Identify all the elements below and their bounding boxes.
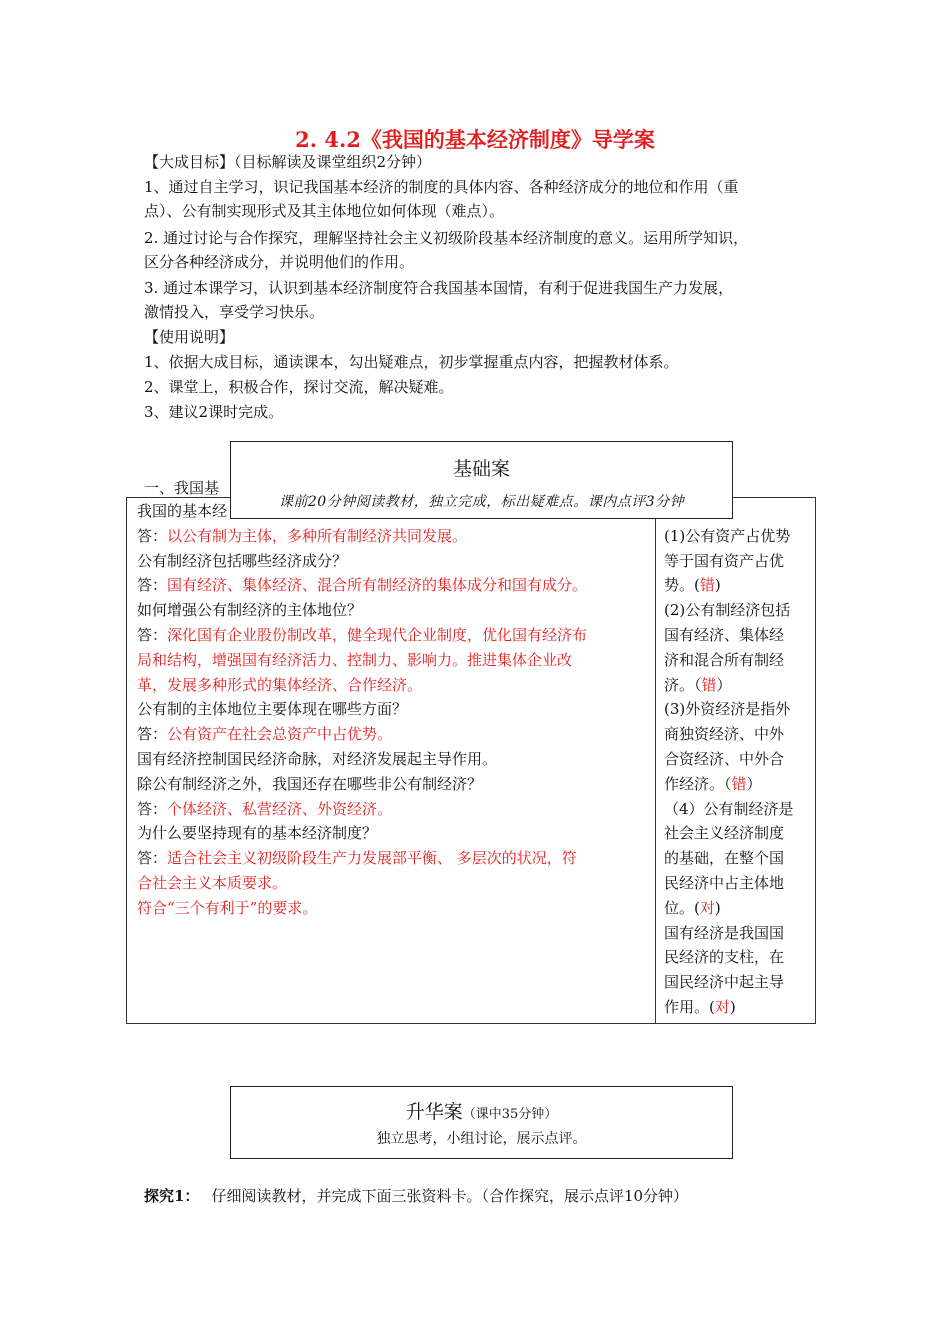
judgement-mark: 对 [699,898,715,917]
goal-line: 1、通过自主学习，识记我国基本经济的制度的具体内容、各种经济成分的地位和作用（重 [144,178,739,196]
goal-line: 3. 通过本课学习，认识到基本经济制度符合我国基本国情，有利于促进我国生产力发展， [144,279,734,297]
judgement-line: (3)外资经济是指外 [664,700,791,719]
table-divider [655,497,656,1023]
base-case-subtitle: 课前20分钟阅读教材，独立完成，标出疑难点。课内点评3分钟 [278,494,685,510]
goals-header: 【大成目标】（目标解读及课堂组织2分钟） [144,153,432,171]
judgement-line: 的基础，在整个国 [664,849,785,868]
qa-line: 局和结构，增强国有经济活力、控制力、影响力。推进集体企业改 [137,650,573,669]
qa-line: 我国的基本经 [137,502,228,520]
qa-line: 答：公有资产在社会总资产中占优势。 [137,725,393,744]
judgement-line: 位。(对) [664,898,721,917]
goal-line: 激情投入，享受学习快乐。 [144,303,325,321]
qa-line: 答：个体经济、私营经济、外资经济。 [137,799,393,818]
goal-line: 2. 通过讨论与合作探究，理解坚持社会主义初级阶段基本经济制度的意义。运用所学知识， [144,229,749,247]
judgement-line: 国有经济、集体经 [664,625,785,644]
upgrade-case-heading [231,1097,732,1124]
qa-line: 答：深化国有企业股份制改革，健全现代企业制度，优化国有经济布 [137,625,588,644]
section-heading: 一、我国基 [144,479,220,497]
judgement-line: 等于国有资产占优 [664,551,785,570]
judgement-line: 商独资经济、中外 [664,725,785,744]
explore-label: 探究1： [144,1187,200,1205]
goal-line: 点）、公有制实现形式及其主体地位如何体现（难点）。 [144,202,505,220]
qa-line: 公有制经济包括哪些经济成分？ [137,551,348,570]
judgement-line: 国有经济是我国国 [664,923,785,942]
judgement-line: 势。(错) [664,576,721,595]
judgement-mark: 错 [699,576,715,595]
qa-line: 符合“三个有利于”的要求。 [137,898,318,917]
judgement-line: 社会主义经济制度 [664,824,785,843]
qa-right-column [664,499,810,1020]
qa-line: 国有经济控制国民经济命脉，对经济发展起主导作用。 [137,749,498,768]
base-case-title: 基础案 [452,458,510,480]
usage-line: 2、课堂上，积极合作，探讨交流，解决疑难。 [144,378,454,396]
explore-text: 仔细阅读教材，并完成下面三张资料卡。（合作探究，展示点评10分钟） [211,1187,689,1205]
upgrade-case-box [230,1086,733,1159]
upgrade-case-title: 升华案 [405,1101,463,1123]
judgement-line: 作用。(对) [664,997,736,1016]
judgement-line: 民经济中占主体地 [664,873,785,892]
judgement-mark: 对 [714,997,730,1016]
usage-line: 1、依据大成目标，通读课本，勾出疑难点，初步掌握重点内容，把握教材体系。 [144,353,679,371]
judgement-line: 合资经济、中外合 [664,749,785,768]
qa-line: 除公有制经济之外，我国还存在哪些非公有制经济？ [137,774,483,793]
judgement-line: 作经济。（错） [664,774,762,793]
judgement-line: (2)公有制经济包括 [664,601,791,620]
qa-line: 答：适合社会主义初级阶段生产力发展部平衡、 多层次的状况，符 [137,849,577,868]
qa-line: 公有制的主体地位主要体现在哪些方面？ [137,700,408,719]
qa-line: 答：以公有制为主体，多种所有制经济共同发展。 [137,526,468,545]
usage-header: 【使用说明】 [144,328,235,346]
qa-line: 如何增强公有制经济的主体地位？ [137,601,363,620]
judgement-mark: 错 [731,774,747,793]
page-title: 2. 4.2《我国的基本经济制度》导学案 [295,127,655,152]
qa-left-column [137,499,649,921]
judgement-line: 济和混合所有制经 [664,650,785,669]
qa-line: 答：国有经济、集体经济、混合所有制经济的集体成分和国有成分。 [137,576,588,595]
judgement-line: （4）公有制经济是 [664,799,794,818]
judgement-line: 济。（错） [664,675,732,694]
goal-line: 区分各种经济成分，并说明他们的作用。 [144,253,415,271]
judgement-mark: 错 [701,675,717,694]
usage-line: 3、建议2课时完成。 [144,403,284,421]
qa-line: 革，发展多种形式的集体经济、合作经济。 [137,675,423,694]
base-case-box [230,441,733,519]
judgement-line: (1)公有资产占优势 [664,526,791,545]
judgement-line: 国民经济中起主导 [664,973,785,992]
explore-line [144,1185,688,1206]
upgrade-case-time: （课中35分钟） [462,1107,558,1122]
upgrade-case-subtitle: 独立思考，小组讨论，展示点评。 [376,1131,587,1147]
judgement-line: 民经济的支柱，在 [664,948,785,967]
qa-line: 合社会主义本质要求。 [137,873,288,892]
qa-line: 为什么要坚持现有的基本经济制度？ [137,824,378,843]
